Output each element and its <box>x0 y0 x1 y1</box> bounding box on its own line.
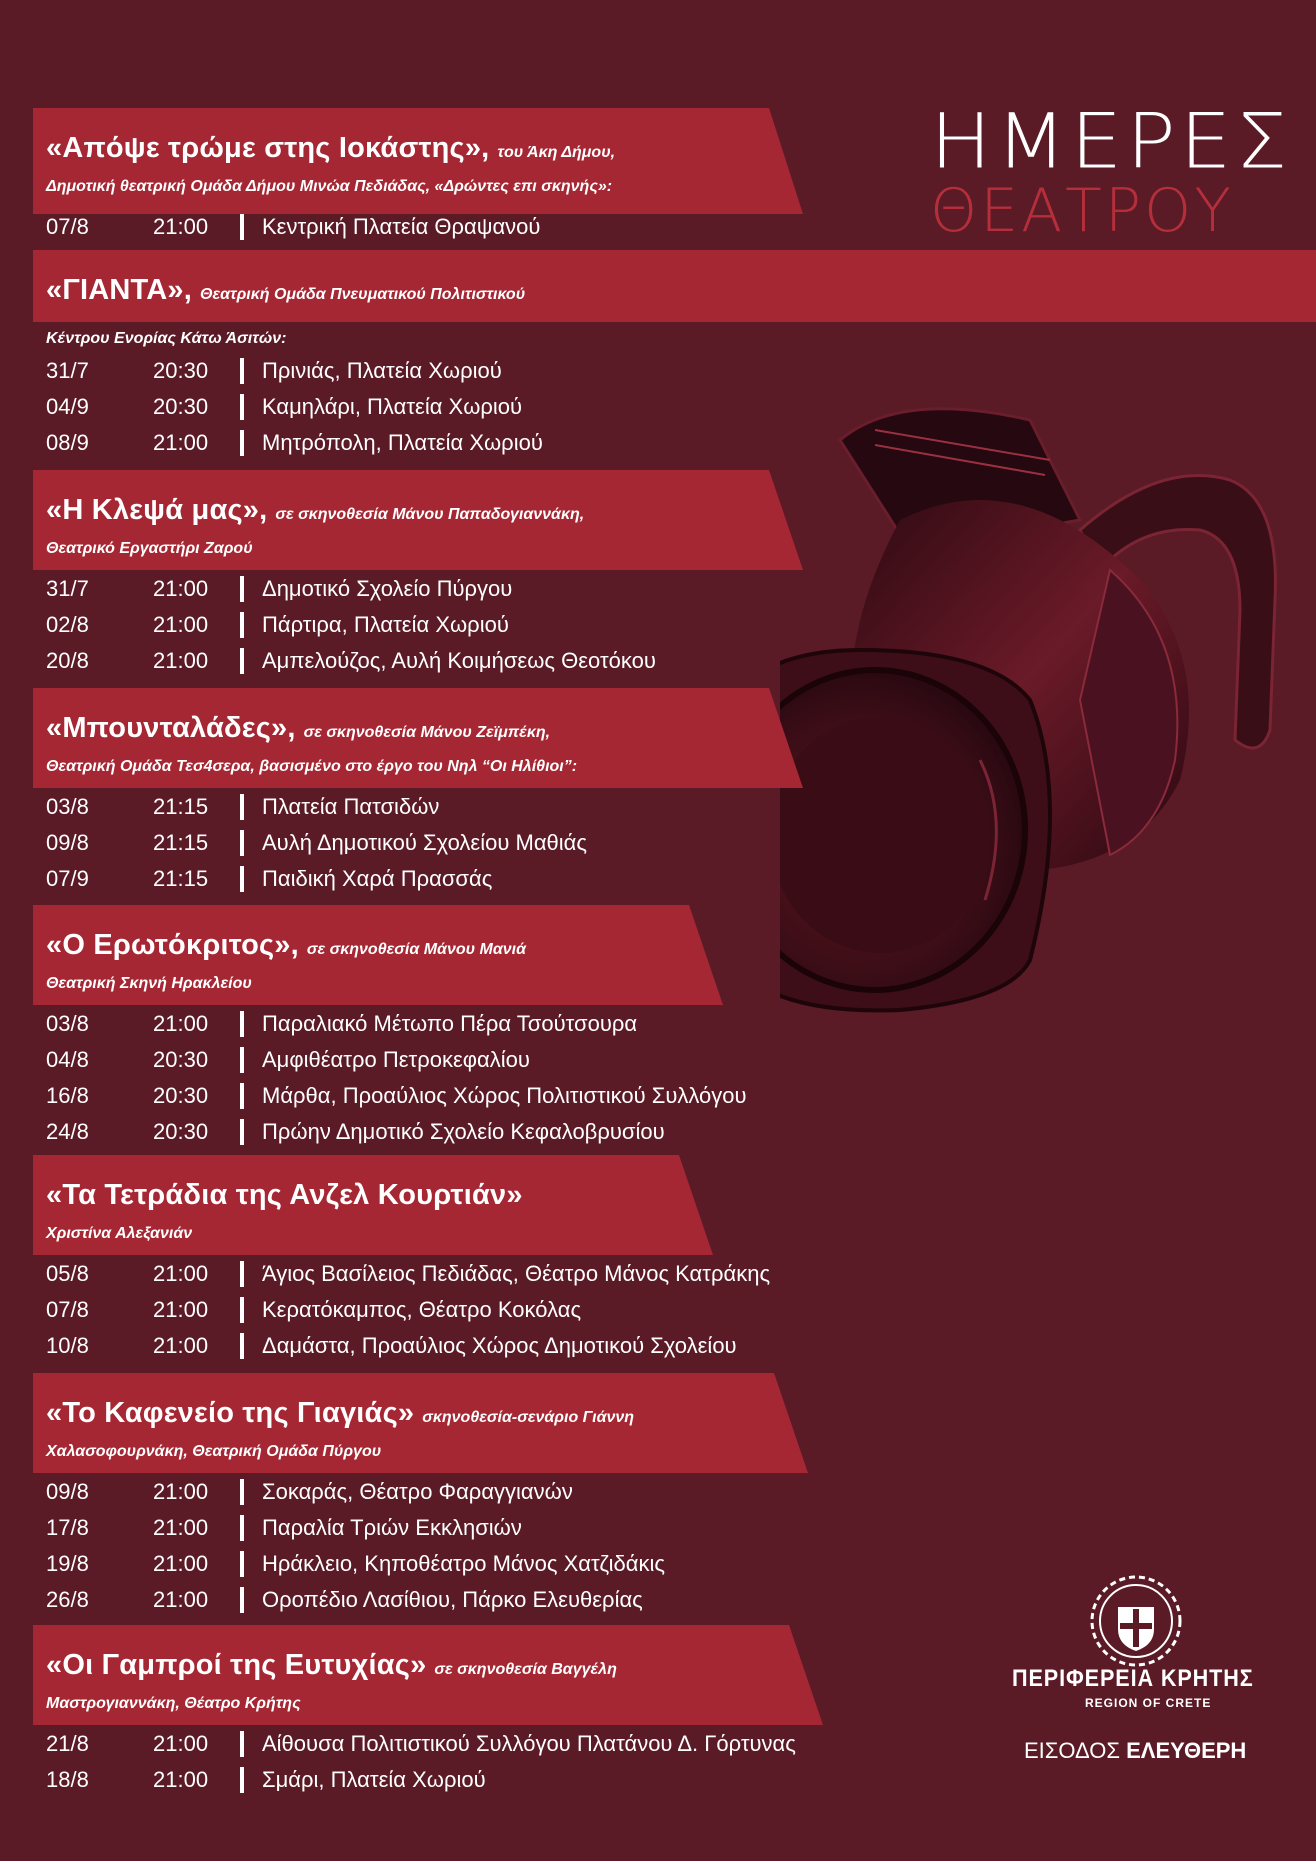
row-divider <box>240 1011 244 1037</box>
event-date: 07/9 <box>46 866 89 891</box>
show-company: Χριστίνα Αλεξανιάν <box>46 1225 193 1242</box>
show-title: «Ο Ερωτόκριτος», <box>46 929 299 961</box>
event-time: 20:30 <box>153 394 209 419</box>
event-time: 20:30 <box>153 358 209 383</box>
row-divider <box>240 866 244 892</box>
region-crete-emblem-icon <box>1088 1573 1184 1669</box>
show-credits: σε σκηνοθεσία Μάνου Παπαδογιαννάκη, <box>275 506 585 523</box>
show-company: Θεατρική Σκηνή Ηρακλείου <box>46 975 252 992</box>
row-divider <box>240 830 244 856</box>
event-date: 20/8 <box>46 648 89 673</box>
event-venue: Παραλιακό Μέτωπο Πέρα Τσούτσουρα <box>262 1011 638 1036</box>
event-venue: Πρινιάς, Πλατεία Χωριού <box>262 358 502 383</box>
show-title-line <box>46 712 550 745</box>
entry-free: ΕΛΕΥΘΕΡΗ <box>1126 1738 1247 1763</box>
row-divider <box>240 1767 244 1793</box>
event-date: 03/8 <box>46 794 89 819</box>
region-name-english: REGION OF CRETE <box>1085 1696 1212 1710</box>
event-date: 07/8 <box>46 214 89 239</box>
event-date: 31/7 <box>46 358 89 383</box>
event-venue: Ηράκλειο, Κηποθέατρο Μάνος Χατζιδάκις <box>262 1551 666 1576</box>
show-company: Θεατρική Ομάδα Τεσ4σερα, βασισμένο στο έργο του Νηλ “Οι Ηλίθιοι”: <box>46 758 578 775</box>
row-divider <box>240 1297 244 1323</box>
event-venue: Καμηλάρι, Πλατεία Χωριού <box>262 394 523 419</box>
row-divider <box>240 1731 244 1757</box>
event-venue: Αίθουσα Πολιτιστικού Συλλόγου Πλατάνου Δ. Γόρτυνας <box>262 1731 796 1756</box>
row-divider <box>240 1083 244 1109</box>
show-company: Μαστρογιαννάκη, Θέατρο Κρήτης <box>46 1695 301 1712</box>
show-title: «Η Κλεψά μας», <box>46 494 268 526</box>
row-divider <box>240 794 244 820</box>
show-title-line <box>46 1179 523 1212</box>
event-venue: Πρώην Δημοτικό Σχολείο Κεφαλοβρυσίου <box>262 1119 665 1144</box>
event-time: 21:00 <box>153 576 209 601</box>
event-time: 21:00 <box>153 1479 209 1504</box>
show-credits: σε σκηνοθεσία Μάνου Ζεϊμπέκη, <box>303 724 551 741</box>
festival-title-top: ΗΜΕΡΕΣ <box>930 98 1292 186</box>
event-date: 10/8 <box>46 1333 89 1358</box>
show-title-line <box>46 929 526 962</box>
event-time: 21:00 <box>153 1515 209 1540</box>
event-venue: Παραλία Τριών Εκκλησιών <box>262 1515 522 1540</box>
festival-title-bottom: ΘΕΑΤΡΟΥ <box>930 176 1234 246</box>
event-time: 21:00 <box>153 1767 209 1792</box>
event-venue: Πλατεία Πατσιδών <box>262 794 440 819</box>
event-date: 16/8 <box>46 1083 89 1108</box>
event-time: 21:00 <box>153 430 209 455</box>
event-date: 08/9 <box>46 430 89 455</box>
entry-prefix: ΕΙΣΟΔΟΣ <box>1024 1738 1120 1763</box>
show-title-line <box>46 494 584 527</box>
event-venue: Κεντρική Πλατεία Θραψανού <box>262 214 541 239</box>
show-credits: σκηνοθεσία-σενάριο Γιάννη <box>422 1409 635 1426</box>
show-company: Κέντρου Ενορίας Κάτω Άσιτών: <box>46 330 287 347</box>
row-divider <box>240 1261 244 1287</box>
show-company: Δημοτική θεατρική Ομάδα Δήμου Μινώα Πεδιάδας, «Δρώντες επι σκηνής»: <box>46 178 613 195</box>
show-title: «Απόψε τρώμε στης Ιοκάστης», <box>46 132 490 164</box>
event-venue: Αμφιθέατρο Πετροκεφαλίου <box>262 1047 530 1072</box>
event-venue: Οροπέδιο Λασίθιου, Πάρκο Ελευθερίας <box>262 1587 643 1612</box>
show-title-line <box>46 1397 634 1430</box>
show-credits: σε σκηνοθεσία Βαγγέλη <box>434 1661 617 1678</box>
event-time: 21:00 <box>153 1333 209 1358</box>
row-divider <box>240 358 244 384</box>
stage-spotlight-illustration <box>780 400 1300 1080</box>
row-divider <box>240 1587 244 1613</box>
event-time: 20:30 <box>153 1119 209 1144</box>
event-date: 31/7 <box>46 576 89 601</box>
event-venue: Δημοτικό Σχολείο Πύργου <box>262 576 513 601</box>
row-divider <box>240 1047 244 1073</box>
show-credits: του Άκη Δήμου, <box>497 144 616 161</box>
event-time: 21:00 <box>153 1551 209 1576</box>
event-time: 21:15 <box>153 830 209 855</box>
show-title: «Οι Γαμπροί της Ευτυχίας» <box>46 1649 427 1681</box>
event-date: 09/8 <box>46 1479 89 1504</box>
event-date: 21/8 <box>46 1731 89 1756</box>
show-company: Χαλασοφουρνάκη, Θεατρική Ομάδα Πύργου <box>46 1443 382 1460</box>
event-venue: Δαμάστα, Προαύλιος Χώρος Δημοτικού Σχολείου <box>262 1333 737 1358</box>
event-date: 05/8 <box>46 1261 89 1286</box>
row-divider <box>240 394 244 420</box>
event-time: 20:30 <box>153 1047 209 1072</box>
show-title: «Τα Τετράδια της Ανζελ Κουρτιάν» <box>46 1179 523 1211</box>
row-divider <box>240 648 244 674</box>
show-title: «Το Καφενείο της Γιαγιάς» <box>46 1397 415 1429</box>
row-divider <box>240 1479 244 1505</box>
event-time: 20:30 <box>153 1083 209 1108</box>
event-time: 21:00 <box>153 1297 209 1322</box>
show-title: «ΓΙΑΝΤΑ», <box>46 274 192 306</box>
event-date: 24/8 <box>46 1119 89 1144</box>
event-date: 07/8 <box>46 1297 89 1322</box>
event-time: 21:00 <box>153 1261 209 1286</box>
event-time: 21:00 <box>153 1731 209 1756</box>
row-divider <box>240 1515 244 1541</box>
show-title-line <box>46 132 615 165</box>
event-time: 21:00 <box>153 1011 209 1036</box>
event-date: 02/8 <box>46 612 89 637</box>
event-time: 21:00 <box>153 612 209 637</box>
event-venue: Άγιος Βασίλειος Πεδιάδας, Θέατρο Μάνος Κατράκης <box>262 1261 771 1286</box>
free-entry-note <box>1024 1738 1246 1764</box>
event-date: 18/8 <box>46 1767 89 1792</box>
region-name-greek: ΠΕΡΙΦΕΡΕΙΑ ΚΡΗΤΗΣ <box>1012 1665 1254 1692</box>
event-time: 21:00 <box>153 648 209 673</box>
event-venue: Αυλή Δημοτικού Σχολείου Μαθιάς <box>262 830 587 855</box>
row-divider <box>240 214 244 240</box>
show-title: «Μπουνταλάδες», <box>46 712 296 744</box>
event-venue: Σοκαράς, Θέατρο Φαραγγιανών <box>262 1479 573 1504</box>
event-venue: Αμπελούζος, Αυλή Κοιμήσεως Θεοτόκου <box>262 648 656 673</box>
row-divider <box>240 1119 244 1145</box>
show-credits: σε σκηνοθεσία Μάνου Μανιά <box>306 941 527 958</box>
event-date: 04/8 <box>46 1047 89 1072</box>
row-divider <box>240 576 244 602</box>
event-venue: Μητρόπολη, Πλατεία Χωριού <box>262 430 543 455</box>
event-time: 21:00 <box>153 214 209 239</box>
event-date: 19/8 <box>46 1551 89 1576</box>
festival-title <box>930 98 1292 246</box>
event-venue: Πάρτιρα, Πλατεία Χωριού <box>262 612 509 637</box>
event-venue: Κερατόκαμπος, Θέατρο Κοκόλας <box>262 1297 582 1322</box>
row-divider <box>240 1551 244 1577</box>
event-time: 21:15 <box>153 794 209 819</box>
event-date: 04/9 <box>46 394 89 419</box>
event-date: 17/8 <box>46 1515 89 1540</box>
event-time: 21:15 <box>153 866 209 891</box>
event-venue: Σμάρι, Πλατεία Χωριού <box>262 1767 486 1792</box>
event-venue: Παιδική Χαρά Πρασσάς <box>262 866 493 891</box>
event-date: 03/8 <box>46 1011 89 1036</box>
event-date: 26/8 <box>46 1587 89 1612</box>
show-company: Θεατρικό Εργαστήρι Ζαρού <box>46 540 253 557</box>
row-divider <box>240 612 244 638</box>
event-date: 09/8 <box>46 830 89 855</box>
row-divider <box>240 430 244 456</box>
show-credits: Θεατρική Ομάδα Πνευματικού Πολιτιστικού <box>200 286 526 303</box>
row-divider <box>240 1333 244 1359</box>
event-venue: Μάρθα, Προαύλιος Χώρος Πολιτιστικού Συλλόγου <box>262 1083 747 1108</box>
show-title-line <box>46 1649 617 1682</box>
show-title-line <box>46 274 525 307</box>
event-time: 21:00 <box>153 1587 209 1612</box>
